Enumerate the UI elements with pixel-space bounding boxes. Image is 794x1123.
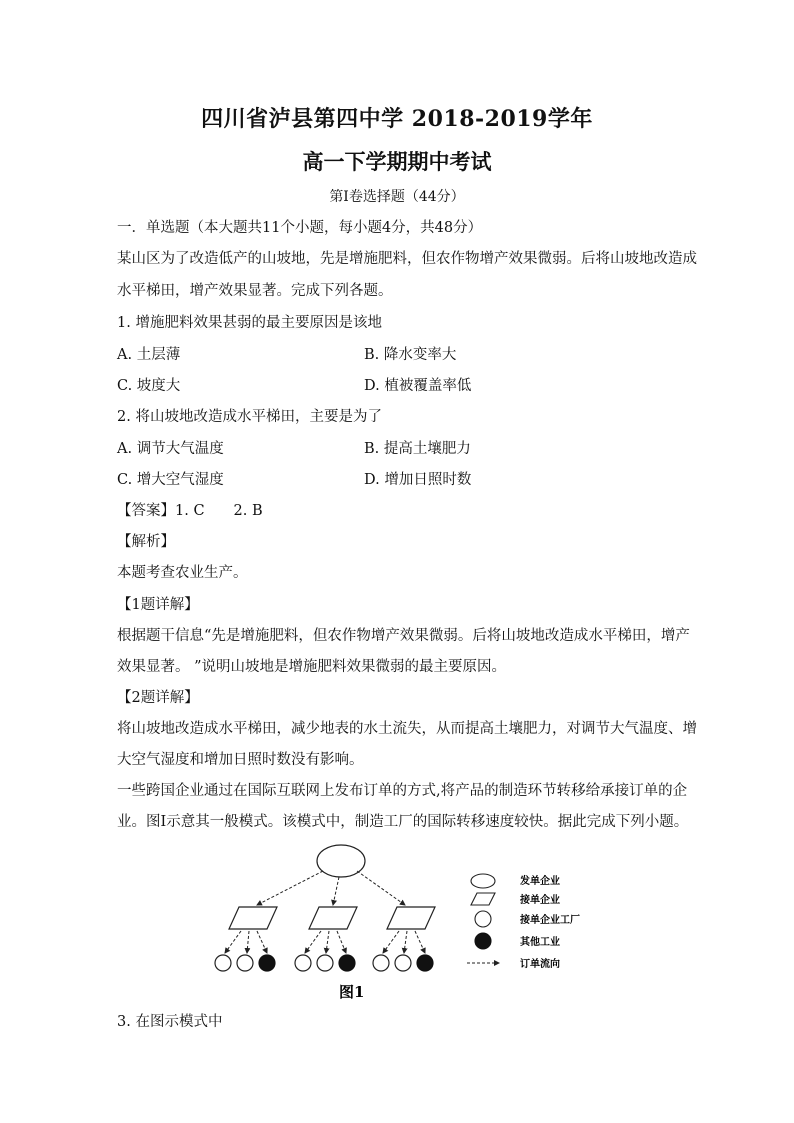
passage2-line1: 一些跨国企业通过在国际互联网上发布订单的方式,将产品的制造环节转移给承接订单的企 [117,783,688,799]
factory-node [395,955,411,971]
legend-circle-symbol [475,911,491,927]
figure-caption: 图1 [339,983,365,1001]
detail1-line1: 根据题干信息“先是增施肥料，但农作物增产效果微弱。后将山坡地改造成水平梯田，增产 [117,628,690,644]
legend-ellipse-symbol [471,874,495,888]
q1-option-a: A. 土层薄 [117,347,181,363]
q2-stem: 2. 将山坡地改造成水平梯田，主要是为了 [117,409,382,425]
factory-node [237,955,253,971]
passage1-line2: 水平梯田，增产效果显著。完成下列各题。 [117,283,393,299]
legend-label-orderflow: 订单流向 [520,959,560,970]
order-flow-arrow [333,877,339,905]
other-industry-node [259,955,275,971]
order-flow-arrow [305,931,321,953]
factory-node [215,955,231,971]
ordering-company-node [317,845,365,877]
document-title: 四川省泸县第四中学 2018-2019学年 [201,106,593,132]
detail1-label: 【1题详解】 [117,597,199,613]
passage1-line1: 某山区为了改造低产的山坡地，先是增施肥料，但农作物增产效果微弱。后将山坡地改造成 [117,251,697,267]
legend-label-other: 其他工业 [520,937,560,948]
q1-option-c: C. 坡度大 [117,378,181,394]
q1-option-d: D. 植被覆盖率低 [364,378,472,394]
order-flow-arrow [337,931,346,953]
q1-stem: 1. 增施肥料效果甚弱的最主要原因是该地 [117,315,382,331]
q3-stem: 3. 在图示模式中 [117,1014,223,1030]
detail1-line2: 效果显著。 ”说明山坡地是增施肥料效果微弱的最主要原因。 [117,659,507,675]
analysis-intro: 本题考查农业生产。 [117,565,248,581]
q2-option-b: B. 提高土壤肥力 [364,441,471,457]
q1-option-b: B. 降水变率大 [364,347,457,363]
order-flow-arrow [415,931,425,953]
analysis-label: 【解析】 [117,534,175,550]
order-flow-arrow [357,871,405,905]
legend-filled-circle-symbol [475,933,491,949]
q2-option-c: C. 增大空气湿度 [117,472,224,488]
order-flow-arrow [383,931,399,953]
factory-node [373,955,389,971]
legend-label-receiving: 接单企业 [520,895,560,906]
legend-parallelogram-symbol [471,893,495,905]
factory-node [317,955,333,971]
detail2-label: 【2题详解】 [117,690,199,706]
receiving-company-node [229,907,277,929]
passage2-line2: 业。图Ⅰ示意其一般模式。该模式中，制造工厂的国际转移速度较快。据此完成下列小题。 [117,814,689,830]
order-flow-arrow [247,931,249,953]
section-label: 第Ⅰ卷选择题（44分） [329,189,465,205]
receiving-company-node [309,907,357,929]
order-flow-arrow [326,931,329,953]
detail2-line1: 将山坡地改造成水平梯田，减少地表的水土流失，从而提高土壤肥力，对调节大气温度、增 [117,721,697,737]
order-flow-arrow [225,931,241,953]
figure-diagram [205,835,595,1005]
factory-node [295,955,311,971]
order-flow-arrow [257,931,267,953]
answer-line: 【答案】1. C 2. B [117,503,263,519]
q2-option-a: A. 调节大气温度 [117,441,224,457]
section-heading: 一．单选题（本大题共11个小题，每小题4分，共48分） [117,220,483,236]
legend-label-ordering: 发单企业 [520,876,560,887]
other-industry-node [417,955,433,971]
document-subtitle: 高一下学期期中考试 [302,149,492,174]
legend-label-factory: 接单企业工厂 [520,915,580,926]
other-industry-node [339,955,355,971]
q2-option-d: D. 增加日照时数 [364,472,472,488]
order-flow-arrow [257,871,323,905]
receiving-company-node [387,907,435,929]
order-flow-arrow [404,931,407,953]
detail2-line2: 大空气湿度和增加日照时数没有影响。 [117,752,364,768]
